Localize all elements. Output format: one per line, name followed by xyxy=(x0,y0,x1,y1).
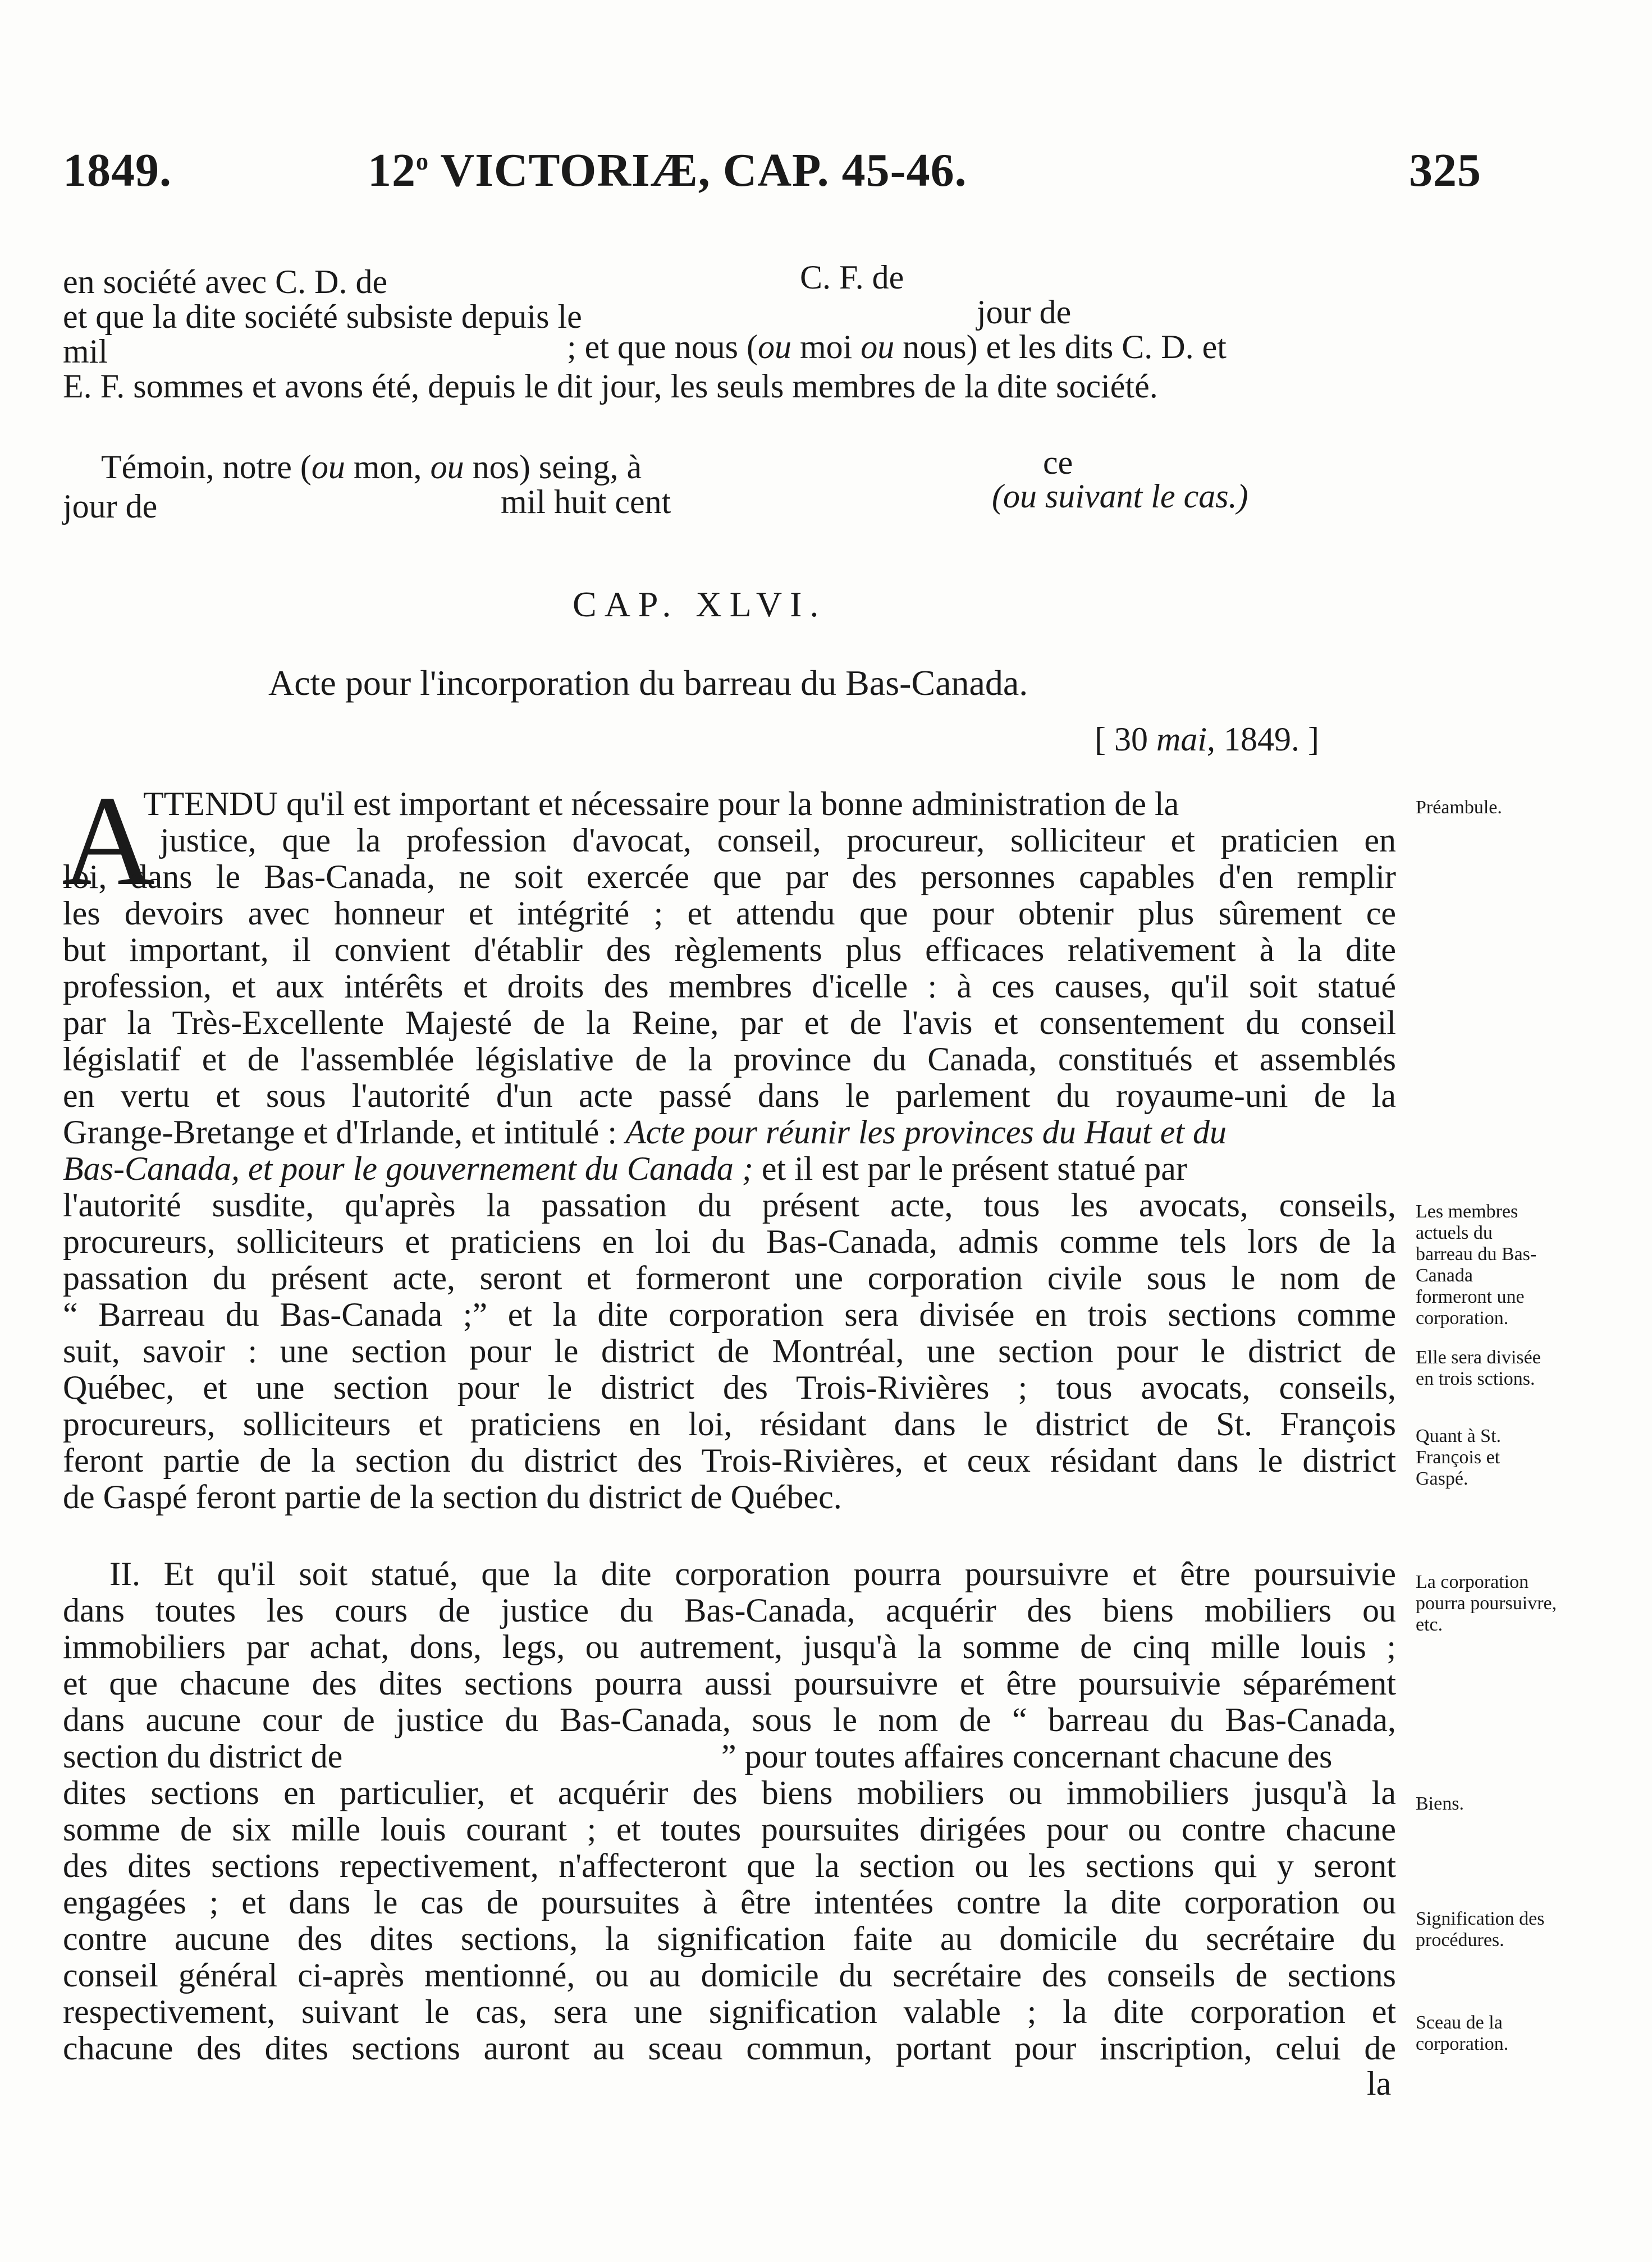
witness-line-1 xyxy=(101,449,642,486)
s2-line-0: II. Et qu'il soit statué, que la dite corporation pourra poursuivre et être poursuivie xyxy=(109,1555,1396,1592)
witness-1d: ou xyxy=(430,448,464,486)
s2-line-5b: ” pour toutes affaires concernant chacune des xyxy=(721,1738,1333,1775)
s1-line-16: Québec, et une section pour le district des Trois-Rivières ; tous avocats, conseils, xyxy=(63,1369,1396,1406)
s1-line-9-italic: Acte pour réunir les provinces du Haut et du xyxy=(625,1114,1227,1151)
s1-line-10 xyxy=(63,1150,1396,1188)
s2-line-6: dites sections en particulier, et acquérir des biens mobiliers ou immobiliers jusqu'à la xyxy=(63,1774,1396,1811)
s1-line-3: les devoirs avec honneur et intégrité ; et attendu que pour obtenir plus sûrement ce xyxy=(63,895,1396,932)
s2-line-11: conseil général ci-après mentionné, ou au domicile du secrétaire des conseils de sections xyxy=(63,1957,1396,1994)
s1-line-5: profession, et aux intérêts et droits des membres d'icelle : à ces causes, qu'il soit statué xyxy=(63,968,1396,1005)
form-line-3d: moi xyxy=(791,328,861,365)
drop-cap: A xyxy=(62,769,155,912)
s1-line-7: législatif et de l'assemblée législative de la province du Canada, constitués et assemblés xyxy=(63,1041,1396,1078)
margin-note-st-francois: Quant à St. François et Gaspé. xyxy=(1416,1426,1502,1489)
date-close: 1849. ] xyxy=(1215,721,1319,758)
form-line-2b: jour de xyxy=(977,294,1072,331)
s1-line-9-text: Grange-Bretange et d'Irlande, et intitulé : xyxy=(63,1114,626,1151)
margin-note-biens: Biens. xyxy=(1416,1793,1464,1814)
s1-line-0: TTENDU qu'il est important et nécessaire pour la bonne administration de la xyxy=(143,785,1179,822)
s2-line-8: des dites sections repectivement, n'affecteront que la section ou les sections qui y seront xyxy=(63,1847,1396,1884)
margin-note-divisee: Elle sera divisée en trois sctions. xyxy=(1416,1347,1541,1389)
s2-line-3: et que chacune des dites sections pourra aussi poursuivre et être poursuivie séparément xyxy=(63,1665,1396,1702)
witness-2c: (ou suivant le cas.) xyxy=(992,478,1248,515)
s2-line-10: contre aucune des dites sections, la signification faite au domicile du secrétaire du xyxy=(63,1920,1396,1957)
form-line-1a: en société avec C. D. de xyxy=(63,263,388,300)
s1-line-19: de Gaspé feront partie de la section du district de Québec. xyxy=(63,1478,842,1515)
s2-line-7: somme de six mille louis courant ; et toutes poursuites dirigées pour ou contre chacune xyxy=(63,1811,1396,1848)
s1-line-17: procureurs, solliciteurs et praticiens en loi, résidant dans le district de St. François xyxy=(63,1405,1396,1443)
witness-1a: Témoin, notre ( xyxy=(101,448,312,486)
s1-line-8: en vertu et sous l'autorité d'un acte passé dans le parlement du royaume-uni de la xyxy=(63,1077,1396,1114)
s1-line-10-italic: Bas-Canada, et pour le gouvernement du Canada ; xyxy=(63,1150,753,1187)
margin-note-signification: Signification des procédures. xyxy=(1416,1908,1545,1950)
s1-line-12: procureurs, solliciteurs et praticiens en loi du Bas-Canada, admis comme tels lors de la xyxy=(63,1223,1396,1260)
form-line-3c: ou xyxy=(757,328,791,365)
s2-line-12: respectivement, suivant le cas, sera une signification valable ; la dite corporation et xyxy=(63,1993,1396,2030)
s1-line-14: “ Barreau du Bas-Canada ;” et la dite corporation sera divisée en trois sections comme xyxy=(63,1296,1396,1333)
page-number: 325 xyxy=(1409,144,1481,196)
header-year: 1849. xyxy=(63,144,172,196)
form-line-3b: ; et que nous ( xyxy=(567,328,758,365)
s2-line-5a: section du district de xyxy=(63,1738,343,1775)
s1-line-18: feront partie de la section du district des Trois-Rivières, et ceux résidant dans le district xyxy=(63,1442,1396,1479)
form-line-4: E. F. sommes et avons été, depuis le dit jour, les seuls membres de la dite société. xyxy=(63,368,1158,405)
s1-line-1: justice, que la profession d'avocat, conseil, procureur, solliciteur et praticien en xyxy=(160,822,1396,859)
s2-line-1: dans toutes les cours de justice du Bas-Canada, acquérir des biens mobiliers ou xyxy=(63,1592,1396,1629)
form-line-3f: nous) et les dits C. D. et xyxy=(894,328,1227,365)
form-line-3a: mil xyxy=(63,333,108,370)
witness-1b: ou xyxy=(311,448,345,486)
s2-line-2: immobiliers par achat, dons, legs, ou autrement, jusqu'à la somme de cinq mille louis ; xyxy=(63,1628,1396,1665)
s1-line-13: passation du présent acte, seront et formeront une corporation civile sous le nom de xyxy=(63,1260,1396,1297)
header-title-prefix: 12 xyxy=(368,144,416,196)
date-open: [ 30 xyxy=(1095,721,1156,758)
s1-line-10-tail: et il est par le présent statué par xyxy=(753,1150,1187,1187)
form-line-2a: et que la dite société subsiste depuis le xyxy=(63,298,582,335)
witness-1c: mon, xyxy=(345,448,431,486)
margin-note-membres: Les membres actuels du barreau du Bas-Canada formeront une corporation. xyxy=(1416,1201,1537,1329)
s2-line-9: engagées ; et dans le cas de poursuites à être intentées contre la dite corporation ou xyxy=(63,1884,1396,1921)
s2-line-4: dans aucune cour de justice du Bas-Canada, sous le nom de “ barreau du Bas-Canada, xyxy=(63,1701,1396,1738)
s1-line-15: suit, savoir : une section pour le district de Montréal, une section pour le district de xyxy=(63,1333,1396,1370)
chapter-number: CAP. XLVI. xyxy=(573,584,827,624)
form-line-3 xyxy=(567,329,1227,365)
s1-line-2: loi, dans le Bas-Canada, ne soit exercée que par des personnes capables d'en remplir xyxy=(63,858,1396,895)
s2-line-13: chacune des dites sections auront au sceau commun, portant pour inscription, celui de xyxy=(63,2030,1396,2067)
date-month: mai, xyxy=(1156,721,1215,758)
form-line-3e: ou xyxy=(861,328,895,365)
catchword: la xyxy=(1367,2065,1392,2102)
header-title xyxy=(368,143,967,198)
s1-line-9 xyxy=(63,1113,1396,1152)
chapter-title: Acte pour l'incorporation du barreau du Bas-Canada. xyxy=(268,663,1028,703)
s1-line-4: but important, il convient d'établir des règlements plus efficaces relativement à la dite xyxy=(63,931,1396,968)
witness-2a: jour de xyxy=(63,488,158,525)
margin-note-sceau: Sceau de la corporation. xyxy=(1416,2012,1509,2054)
header-title-main: VICTORIÆ, CAP. 45-46. xyxy=(429,144,967,196)
form-line-1b: C. F. de xyxy=(800,259,904,296)
witness-2b: mil huit cent xyxy=(501,483,671,520)
s1-line-11: l'autorité susdite, qu'après la passation du présent acte, tous les avocats, conseils, xyxy=(63,1187,1396,1224)
margin-note-poursuivre: La corporation pourra poursuivre, etc. xyxy=(1416,1572,1557,1635)
margin-note-preambule: Préambule. xyxy=(1416,797,1502,818)
chapter-date xyxy=(1095,721,1319,758)
s1-line-6: par la Très-Excellente Majesté de la Reine, par et de l'avis et consentement du conseil xyxy=(63,1004,1396,1041)
witness-1e: nos) seing, à xyxy=(464,448,642,486)
header-title-sup: o xyxy=(416,148,429,175)
witness-1f: ce xyxy=(1043,444,1073,481)
